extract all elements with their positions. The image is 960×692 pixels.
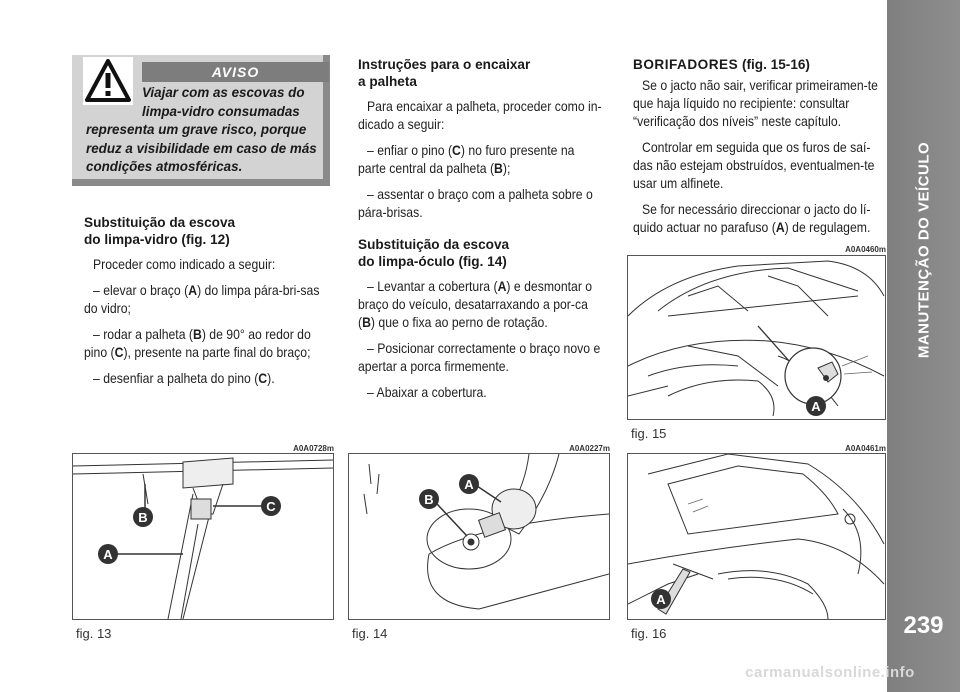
col3-para-2: Controlar em seguida que os furos de saí-das não estejam obstruídos, eventualmen-te usar um alfinete.: [633, 140, 875, 191]
col2-step-5: – Abaixar a cobertura.: [367, 385, 487, 400]
fig15-code: A0A0460m: [845, 245, 886, 254]
fig16-caption: fig. 16: [631, 626, 667, 641]
col2-step-3: – Levantar a cobertura (A) e desmontar o braço do veículo, desatarraxando a por-ca (B) que o fixa ao perno de rotação.: [358, 279, 593, 330]
col1-step-2: – rodar a palheta (B) de 90° ao redor do pino (C), presente na parte final do braço;: [84, 327, 311, 360]
col2-heading-1-line-2: a palheta: [358, 74, 417, 89]
fig13-label-a: A: [103, 547, 113, 562]
fig16-frame: [627, 453, 886, 620]
col2-step-4: – Posicionar correctamente o braço novo e apertar a porca firmemente.: [358, 341, 601, 374]
section-tab-label: MANUTENÇÃO DO VEÍCULO: [915, 141, 932, 359]
col1-heading-line-2: do limpa-vidro (fig. 12): [84, 232, 230, 247]
col2-heading-2-line-2: do limpa-óculo (fig. 14): [358, 254, 507, 269]
fig13-label-b: B: [138, 510, 148, 525]
fig14-caption: fig. 14: [352, 626, 388, 641]
fig14-label-b: B: [424, 492, 434, 507]
fig14-frame: [348, 453, 610, 620]
fig13-label-c: C: [266, 499, 276, 514]
fig14-rear-wiper-illustration: [349, 454, 609, 619]
column-3: [633, 56, 881, 237]
fig13-wiper-illustration: [73, 454, 333, 619]
col3-heading: BORIFADORES (fig. 15-16): [633, 57, 810, 72]
col2-intro: Para encaixar a palheta, proceder como in-dicado a seguir:: [358, 99, 602, 132]
fig13-caption: fig. 13: [76, 626, 112, 641]
col2-step-2: – assentar o braço com a palheta sobre o pára-brisas.: [358, 187, 593, 220]
column-1: [84, 214, 332, 388]
fig15-label-a: A: [811, 399, 821, 414]
col1-step-1: – elevar o braço (A) do limpa pára-bri-sas do vidro;: [84, 283, 320, 316]
fig13-frame: [72, 453, 334, 620]
fig16-car-rear-illustration: [628, 454, 885, 619]
warning-line-3: representa um grave risco, porque: [86, 122, 307, 138]
col1-heading-line-1: Substituição da escova: [84, 215, 236, 230]
fig14-code: A0A0227m: [569, 444, 610, 453]
section-tab: [887, 0, 960, 692]
col2-heading-1-line-1: Instruções para o encaixar: [358, 57, 531, 72]
col2-step-1: – enfiar o pino (C) no furo presente na parte central da palheta (B);: [358, 143, 575, 176]
warning-line-2: limpa-vidro consumadas: [142, 103, 300, 119]
warning-line-5: condições atmosféricas.: [86, 159, 243, 175]
col3-para-1: Se o jacto não sair, verificar primeiramen-te que haja líquido no recipiente: consultar “verificação dos níveis” neste capítulo.: [633, 78, 878, 129]
col1-step-3: – desenfiar a palheta do pino (C).: [93, 371, 275, 386]
col2-heading-2-line-1: Substituição da escova: [358, 237, 510, 252]
fig14-label-a: A: [464, 477, 474, 492]
warning-line-1: Viajar com as escovas do: [142, 85, 305, 100]
column-2: [358, 56, 604, 402]
warning-line-4: reduz a visibilidade em caso de más: [86, 140, 317, 156]
page-number: 239: [903, 612, 944, 639]
fig16-label-a: A: [656, 592, 666, 607]
warning-title: AVISO: [142, 62, 329, 82]
fig15-frame: [627, 255, 886, 420]
fig15-caption: fig. 15: [631, 426, 667, 441]
col3-para-3: Se for necessário direccionar o jacto do lí-quido actuar no parafuso (A) de regulagem.: [633, 202, 871, 235]
warning-text: [86, 84, 326, 177]
footer-watermark: carmanualsonline.info: [745, 664, 915, 681]
fig16-code: A0A0461m: [845, 444, 886, 453]
col1-intro: Proceder como indicado a seguir:: [93, 257, 276, 272]
fig13-code: A0A0728m: [293, 444, 334, 453]
fig15-car-front-illustration: [628, 256, 885, 419]
